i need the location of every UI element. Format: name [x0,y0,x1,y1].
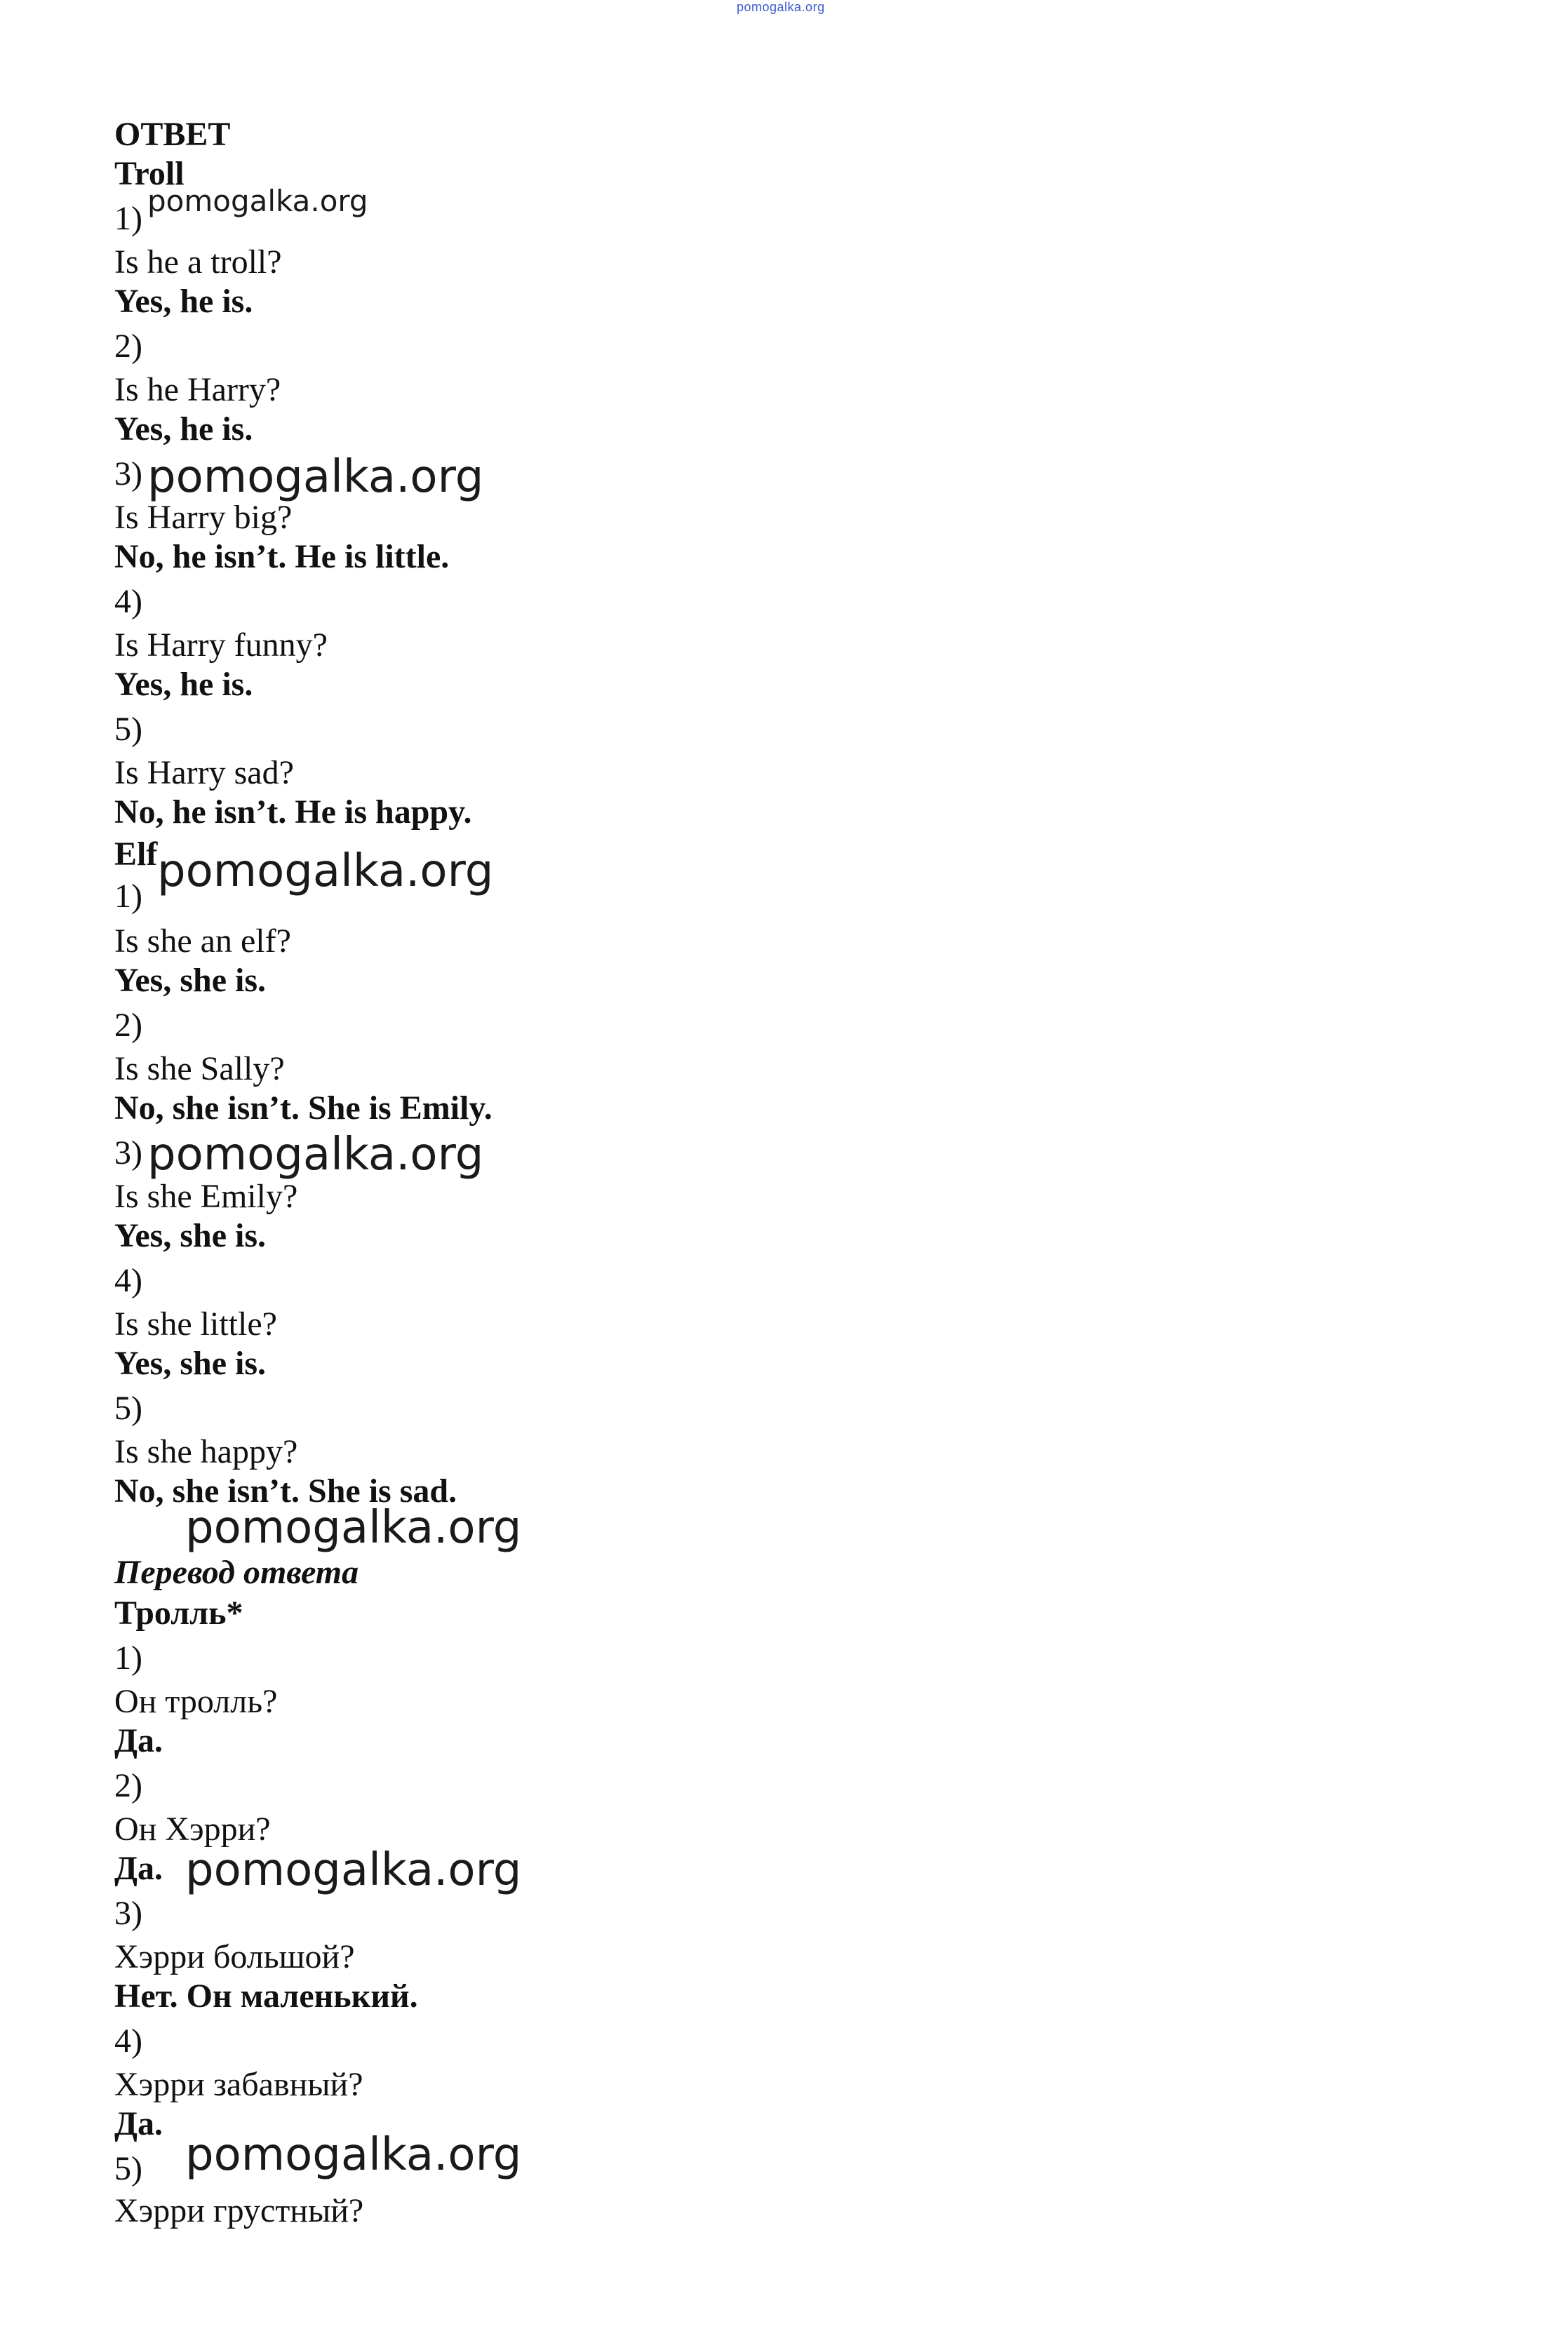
item-number: 3) [114,455,142,492]
answer: Yes, she is. [114,1217,267,1254]
answer: No, she isn’t. She is sad. [114,1472,457,1510]
question: Is he Harry? [114,371,281,408]
answer: Yes, she is. [114,962,267,999]
answer: Yes, he is. [114,666,253,703]
watermark: pomogalka.org [147,1129,484,1181]
item-number: 5) [114,2150,142,2187]
item-number: 1) [114,878,142,915]
question: Хэрри большой? [114,1938,355,1975]
item-number: 4) [114,2022,142,2060]
watermark: pomogalka.org [147,451,484,503]
answer: Yes, he is. [114,410,253,448]
question: Is he a troll? [114,243,282,281]
troll-ru-heading: Тролль* [114,1594,243,1632]
watermark: pomogalka.org [185,1502,522,1554]
answer: Да. [114,2105,163,2142]
answer: Yes, she is. [114,1345,267,1382]
answer: Нет. Он маленький. [114,1978,418,2015]
question: Is she little? [114,1305,277,1343]
question: Is she Emily? [114,1178,298,1215]
question: Is she happy? [114,1433,298,1470]
watermark: pomogalka.org [157,845,494,897]
item-number: 1) [114,200,142,237]
watermark: pomogalka.org [185,1844,522,1896]
item-number: 5) [114,711,142,748]
question: Is she an elf? [114,922,291,960]
answer: No, she isn’t. She is Emily. [114,1089,492,1127]
item-number: 3) [114,1895,142,1932]
question: Он тролль? [114,1683,278,1720]
item-number: 5) [114,1390,142,1427]
elf-heading: Elf [114,835,158,873]
question: Is she Sally? [114,1050,285,1087]
watermark: pomogalka.org [147,184,368,218]
item-number: 2) [114,328,142,365]
answer: Yes, he is. [114,283,253,320]
item-number: 4) [114,583,142,620]
question: Is Harry sad? [114,754,294,791]
header-watermark: pomogalka.org [737,0,825,14]
answer: No, he isn’t. He is happy. [114,793,472,831]
question: Is Harry funny? [114,626,328,664]
watermark: pomogalka.org [185,2129,522,2181]
answer: Да. [114,1722,163,1759]
answer-heading: ОТВЕТ [114,116,231,153]
question: Хэрри забавный? [114,2066,363,2103]
answer: No, he isn’t. He is little. [114,538,450,575]
answer: Да. [114,1850,163,1887]
question: Он Хэрри? [114,1811,271,1848]
item-number: 1) [114,1639,142,1677]
item-number: 2) [114,1007,142,1044]
troll-heading: Troll [114,155,185,192]
item-number: 2) [114,1767,142,1804]
item-number: 4) [114,1262,142,1299]
translation-heading: Перевод ответа [114,1554,359,1591]
question: Хэрри грустный? [114,2192,364,2229]
question: Is Harry big? [114,499,293,536]
item-number: 3) [114,1134,142,1171]
